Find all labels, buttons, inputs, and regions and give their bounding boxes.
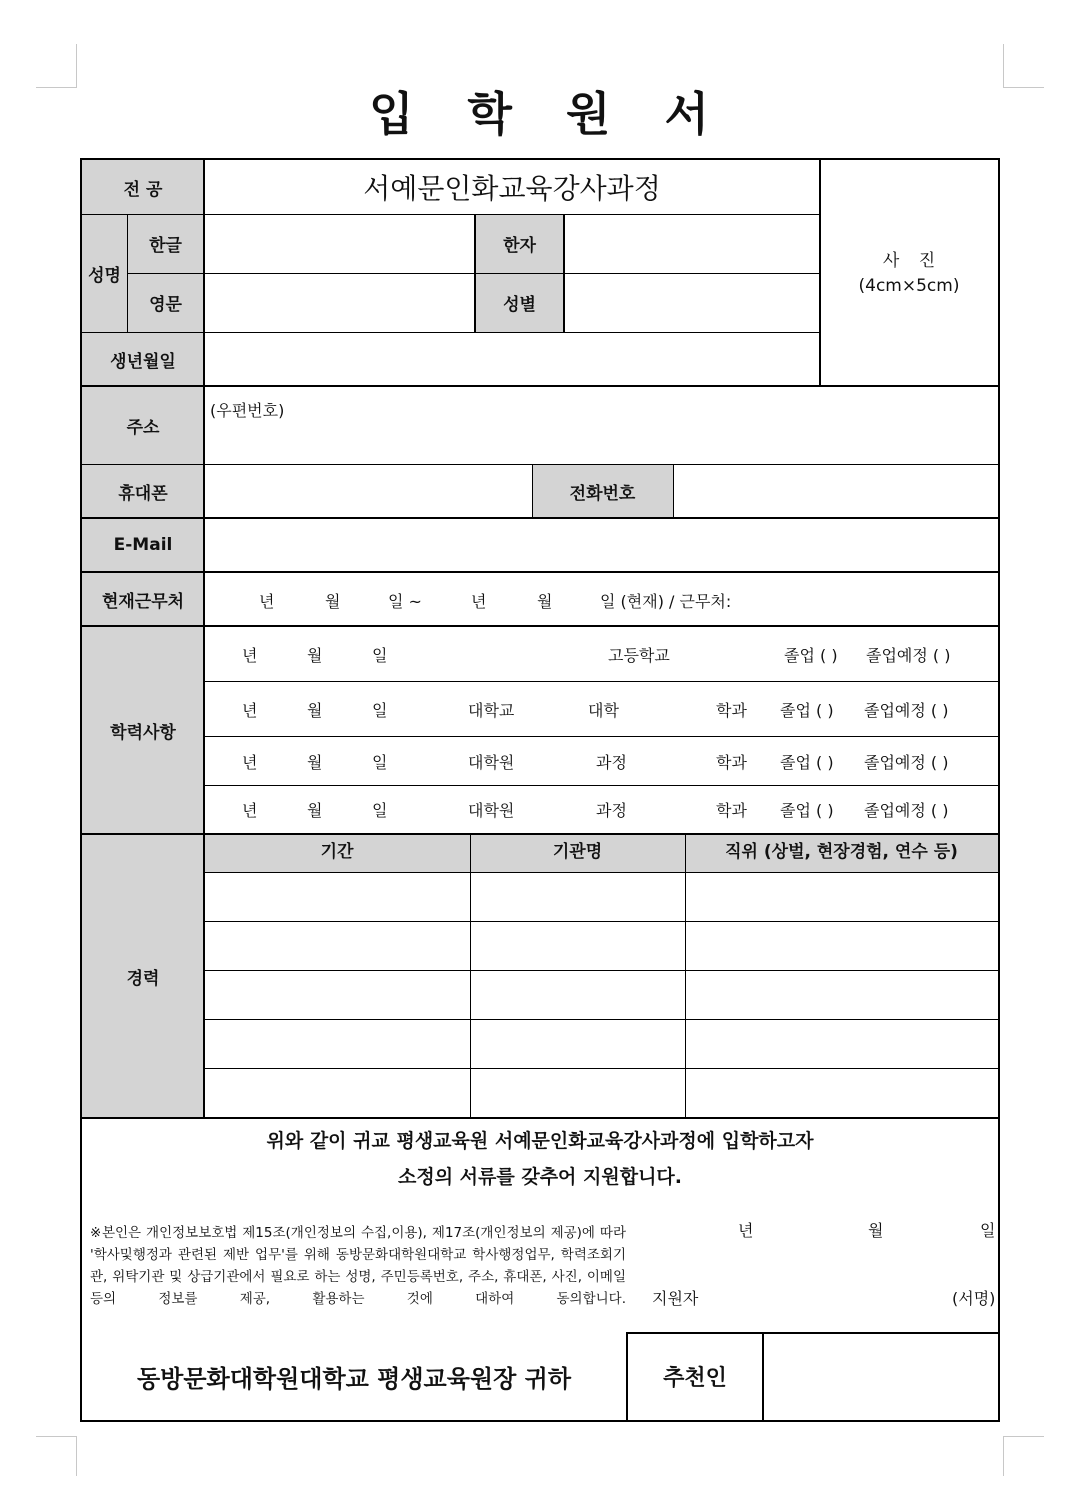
application-form: 전 공 성명 한글 영문 생년월일 주소 휴대폰 E-Mail 현재근무처 학력사항 경력 한자 성별 전화번호 기간 기관명 직위 (상벌, 현장경험, 연수 등) 서예문인화교육강사과정 사 진 (4cm×5cm) (우편번호) 년 월 일 ~ 년 월 일 (현재) / 근무처: 년 월 일 고등학교 졸업 ( ) 졸업예정 ( ) 년 월 일 대학교 대학 학과 졸업 ( ) 졸업예정 ( ) 년 월 일 대학원 과정 학과 졸업 ( ) 졸업예정 ( ) 년 월 일 대학원 과정 학과 졸업 ( ) 졸업예정 ( ) 위와 같이 귀교 평생교육원 서예문인화교육강사과정에 입학하고자 소정의 서류를 갖추어 지원합니다. ※본인은 개인정보보호법 제15조(개인정보의 수집,이용), 제17조(개인정보의 제공)에 따라 '학사및행정과 관련된 제반 업무'를 위해 동방문화대학원대학교 학사행정업무, 학력조회기관, 위탁기관 및 상급기관에서 필요로 하는 성명, 주민등록번호, 주소, 휴대폰, 사진, 이메일 등의 정보를 제공, 활용하는 것에 대하여 동의합니다. 년 월 일 지원자 (서명) 동방문화대학원대학교 평생교육원장 귀하 추천인 [80,158,1000,1422]
photo-size: (4cm×5cm) [858,276,960,296]
career-header-period: 기간 [204,834,470,872]
zip-placeholder[interactable]: (우편번호) [210,401,285,420]
crop-mark [1003,1436,1044,1437]
applicant-signature[interactable]: (서명) [952,1289,996,1308]
statement-line2: 소정의 서류를 갖추어 지원합니다. [397,1166,683,1188]
name-label: 성명 [82,214,127,332]
addressee: 동방문화대학원대학교 평생교육원장 귀하 [136,1364,572,1393]
hangul-label: 한글 [127,214,204,273]
page-title: 입 학 원 서 [369,87,711,141]
english-label: 영문 [127,273,204,332]
email-label: E-Mail [82,518,204,572]
career-header-position: 직위 (상벌, 현장경험, 연수 등) [685,834,998,872]
major-value[interactable]: 서예문인화교육강사과정 [363,172,661,205]
date-day[interactable]: 일 [980,1221,996,1240]
education-label: 학력사항 [82,626,204,834]
current-job-label: 현재근무처 [82,572,204,626]
hanja-label: 한자 [475,214,564,273]
career-header-org: 기관명 [470,834,685,872]
recommender-field[interactable] [764,1334,998,1420]
crop-mark [76,1436,77,1476]
phone-label: 전화번호 [532,464,673,518]
privacy-consent: ※본인은 개인정보보호법 제15조(개인정보의 수집,이용), 제17조(개인정보의 제공)에 따라 '학사및행정과 관련된 제반 업무'를 위해 동방문화대학원대학교 학사행정업무, 학력조회기관, 위탁기관 및 상급기관에서 필요로 하는 성명, 주민등록번호, 주소, 휴대폰, 사진, 이메일 등의 정보를 제공, 활용하는 것에 대하여 동의합니다. [90,1225,626,1307]
major-label: 전 공 [82,160,204,214]
mobile-label: 휴대폰 [82,464,204,518]
date-year[interactable]: 년 [738,1221,754,1240]
recommender-label: 추천인 [663,1365,727,1391]
statement-line1: 위와 같이 귀교 평생교육원 서예문인화교육강사과정에 입학하고자 [266,1130,814,1152]
crop-mark [36,1436,77,1437]
career-label: 경력 [82,834,204,1118]
photo-label: 사 진 [882,251,936,271]
applicant-label: 지원자 [652,1289,699,1308]
crop-mark [1003,1436,1004,1476]
gender-label: 성별 [475,273,564,332]
date-month[interactable]: 월 [868,1221,884,1240]
birth-label: 생년월일 [82,332,204,386]
address-label: 주소 [82,386,204,464]
